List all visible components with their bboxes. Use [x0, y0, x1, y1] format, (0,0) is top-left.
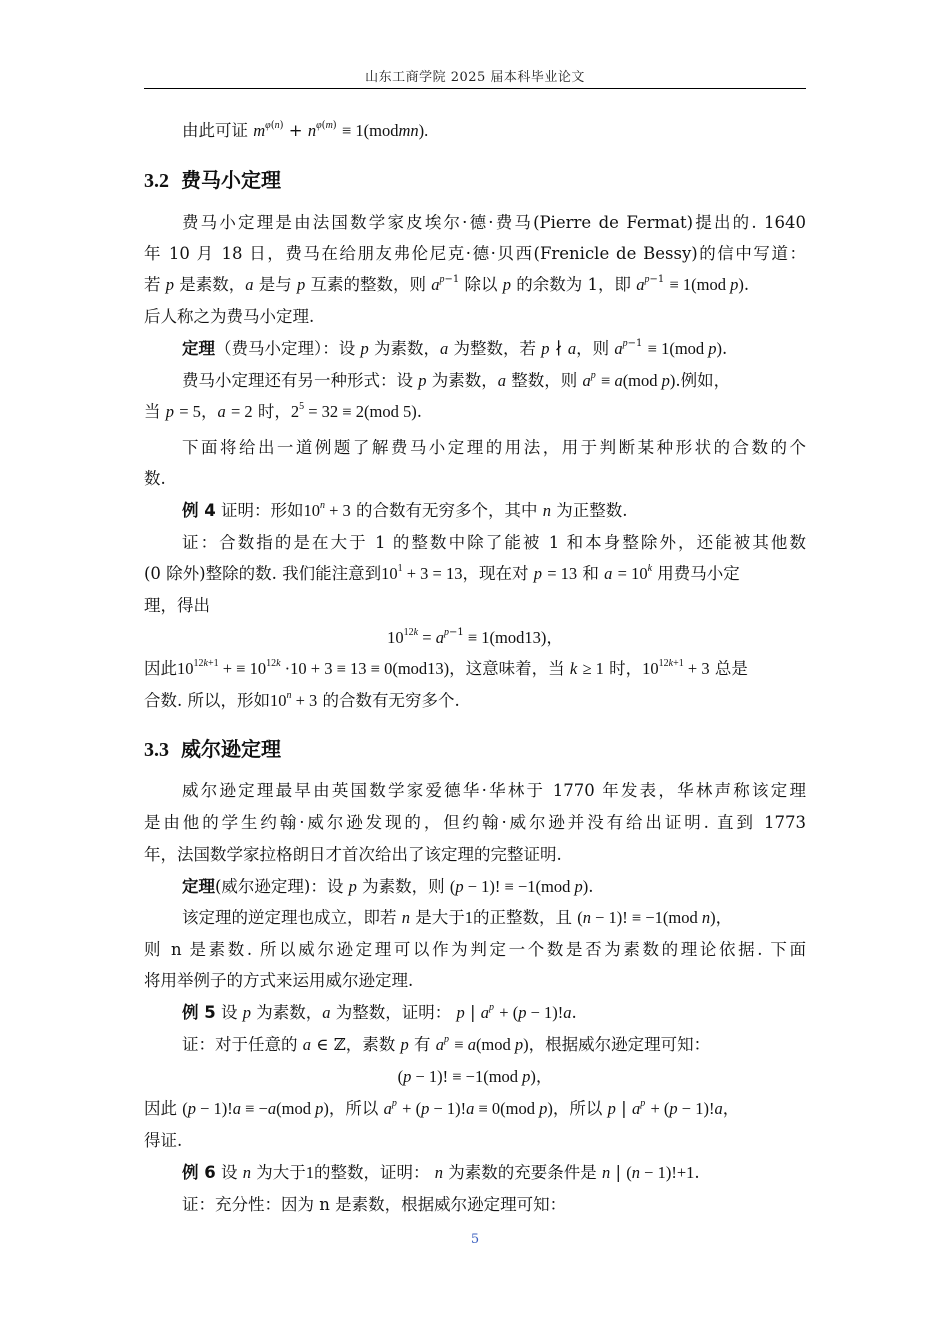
- paragraph-line: 费马小定理是由法国数学家皮埃尔·德·费马(Pierre de Fermat)提出的. 1640: [182, 213, 806, 232]
- example-6: 例 6 设 n 为大于1的整数，证明： n 为素数的充要条件是 n | (n − 1)!+1.: [182, 1163, 700, 1182]
- paragraph-line: 是由他的学生约翰·威尔逊发现的，但约翰·威尔逊并没有给出证明. 直到 1773: [144, 813, 806, 832]
- header-rule: [144, 88, 806, 89]
- paragraph-line: 若 p 是素数，a 是与 p 互素的整数，则 $a^{p-1}$ 除以 p 的余数为 1，即 $a^{p-1} \equiv 1(mod$ p).: [144, 274, 750, 294]
- section-heading-3-3: 3.3 威尔逊定理: [144, 737, 281, 761]
- paragraph-line: (0 除外)整除的数. 我们能注意到$10^1 + 3 = 13$，现在对 p = 13 和 $a = 10^k$ 用费马小定: [144, 563, 740, 583]
- paragraph-line: 证：对于任意的 a ∈ ℤ，素数 p 有 $a^p \equiv a(mod$ p)，根据威尔逊定理可知：: [182, 1034, 711, 1054]
- paragraph-line: 则 n 是素数. 所以威尔逊定理可以作为判定一个数是否为素数的理论依据. 下面: [144, 940, 806, 959]
- paragraph-line: 合数. 所以，形如$10^n + 3$ 的合数有无穷多个.: [144, 690, 460, 710]
- running-header: 山东工商学院 2025 届本科毕业论文: [365, 70, 585, 85]
- paragraph-line: 理，得出: [144, 596, 210, 615]
- example-5: 例 5 设 p 为素数，a 为整数，证明： p | $a^p + (p - 1)!a$.: [182, 1002, 577, 1022]
- display-equation: (p − 1)! ≡ −1(mod p)，: [397, 1067, 553, 1086]
- paragraph-line: 证：合数指的是在大于 1 的整数中除了能被 1 和本身整除外，还能被其他数: [182, 533, 806, 552]
- display-equation: $10^{12k} = a^{p-1} \equiv 1(mod13)$，: [387, 627, 563, 647]
- wilson-theorem: 定理(威尔逊定理)：设 p 为素数，则 (p − 1)! ≡ −1(mod p).: [182, 877, 594, 896]
- paragraph-line: 费马小定理还有另一种形式：设 p 为素数，a 整数，则 $a^p \equiv a(mod$ p).例如，: [182, 370, 731, 390]
- example-4: 例 4 证明：形如$10^n + 3$ 的合数有无穷多个，其中 n 为正整数.: [182, 500, 628, 520]
- paragraph-line: 因此 (p − 1)!a ≡ −a(mod p)，所以 $a^p + (p - 1)!a \equiv 0(mod$ p)，所以 p | $a^p + (p - 1)!a$，: [144, 1098, 740, 1118]
- fermat-theorem: 定理（费马小定理）：设 p 为素数，a 为整数，若 p ∤ a，则 $a^{p-1} \equiv 1(mod$ p).: [182, 338, 728, 358]
- paragraph-line: 当 p = 5，a = 2 时，$2^5 = 32 \equiv 2(mod$ 5).: [144, 401, 422, 421]
- page-number: 5: [470, 1232, 480, 1247]
- paragraph-line: 因此$10^{12k+1}$ + ≡ $10^{12k} \cdot 10 + 3 \equiv 13 \equiv 0(mod13)$，这意味着，当 k ≥ 1 时，$10^{12k+1} + 3$ 总是: [144, 658, 748, 678]
- paragraph-line: 后人称之为费马小定理.: [144, 307, 315, 326]
- paragraph-line: 将用举例子的方式来运用威尔逊定理.: [144, 971, 414, 990]
- paragraph-line: 得证.: [144, 1131, 183, 1150]
- paragraph-line: 证：充分性：因为 n 是素数，根据威尔逊定理可知：: [182, 1195, 567, 1214]
- paragraph-line: 年 10 月 18 日，费马在给朋友弗伦尼克·德·贝西(Frenicle de Bessy)的信中写道：: [144, 244, 806, 263]
- conclusion-line: 由此可证 $m^{\varphi(n)} + n^{\varphi(m)}$ ≡ 1(modmn).: [182, 120, 429, 140]
- paragraph-line: 下面将给出一道例题了解费马小定理的用法，用于判断某种形状的合数的个: [182, 438, 806, 457]
- paragraph-line: 数.: [144, 469, 166, 488]
- section-heading-3-2: 3.2 费马小定理: [144, 168, 281, 192]
- paragraph-line: 威尔逊定理最早由英国数学家爱德华·华林于 1770 年发表，华林声称该定理: [182, 781, 806, 800]
- paragraph-line: 年，法国数学家拉格朗日才首次给出了该定理的完整证明.: [144, 845, 562, 864]
- paragraph-line: 该定理的逆定理也成立，即若 n 是大于1的正整数，且 (n − 1)! ≡ −1(mod n)，: [182, 908, 733, 927]
